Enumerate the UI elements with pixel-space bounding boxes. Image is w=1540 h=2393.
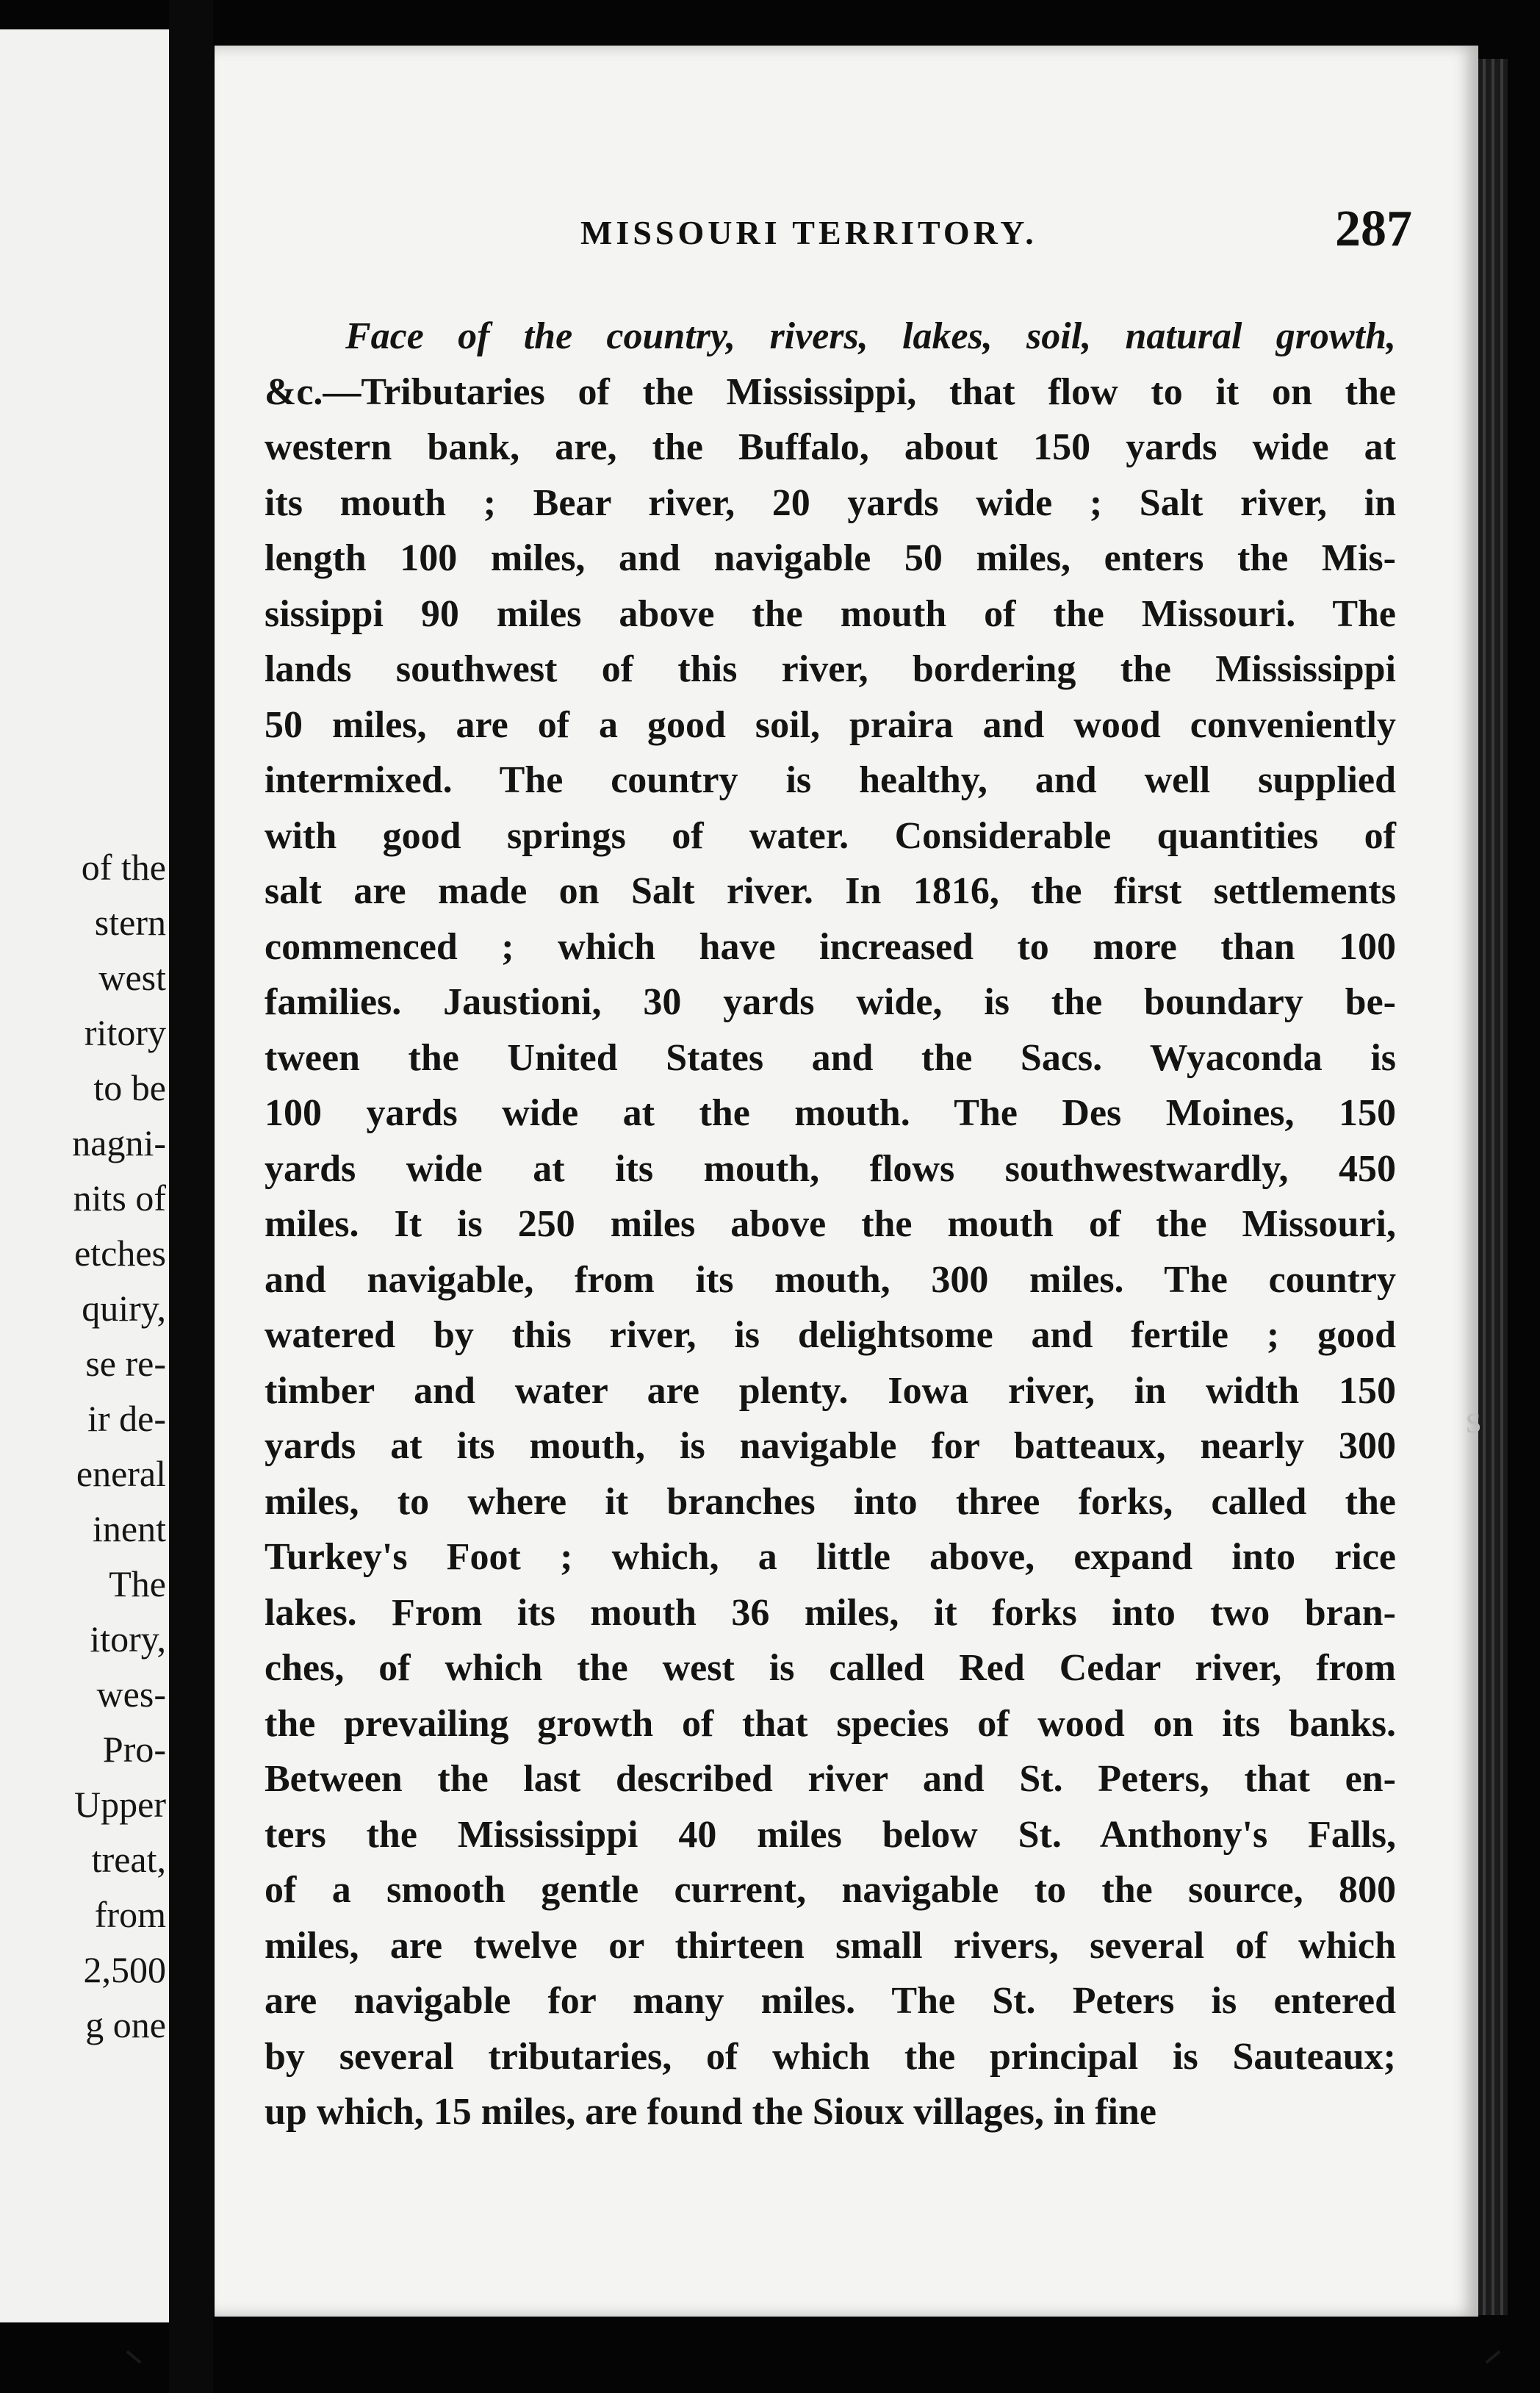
text-line: by several tributaries, of which the principal is Sauteaux; bbox=[265, 2035, 1396, 2078]
left-page-fragment: Upper bbox=[74, 1784, 166, 1825]
text-line: up which, 15 miles, are found the Sioux villages, in fine bbox=[265, 2091, 1156, 2133]
text-line: of a smooth gentle current, navigable to the source, 800 bbox=[265, 1869, 1396, 1911]
text-line: miles, to where it branches into three forks, called the bbox=[265, 1480, 1396, 1523]
left-page-fragment: g one bbox=[85, 2004, 166, 2045]
page-edge-stripe bbox=[1483, 59, 1486, 2315]
text-line: with good springs of water. Considerable quantities of bbox=[265, 814, 1396, 857]
book-gutter bbox=[169, 0, 213, 2393]
text-line: watered by this river, is delightsome and fertile ; good bbox=[265, 1314, 1396, 1356]
text-line: &c.—Tributaries of the Mississippi, that flow to it on the bbox=[265, 370, 1396, 413]
left-page-fragment: quiry, bbox=[82, 1288, 166, 1329]
text-line: intermixed. The country is healthy, and well supplied bbox=[265, 759, 1396, 801]
text-line: families. Jaustioni, 30 yards wide, is the boundary be- bbox=[265, 981, 1396, 1023]
page-stack-edge bbox=[1478, 59, 1508, 2315]
text-line: are navigable for many miles. The St. Peters is entered bbox=[265, 1980, 1396, 2022]
left-page-fragment: nits of bbox=[73, 1177, 166, 1219]
text-line: miles. It is 250 miles above the mouth of the Missouri, bbox=[265, 1203, 1396, 1245]
left-page-fragment: of the bbox=[81, 847, 166, 888]
text-line: Between the last described river and St. Peters, that en- bbox=[265, 1758, 1396, 1800]
left-page-edge bbox=[0, 29, 169, 2322]
text-line: sissippi 90 miles above the mouth of the Missouri. The bbox=[265, 592, 1396, 635]
text-line: miles, are twelve or thirteen small rivers, several of which bbox=[265, 1924, 1396, 1967]
text-line: commenced ; which have increased to more than 100 bbox=[265, 925, 1396, 968]
text-line: ters the Mississippi 40 miles below St. Anthony's Falls, bbox=[265, 1813, 1396, 1856]
left-page-fragment: se re- bbox=[85, 1343, 166, 1384]
left-page-fragment: nagni- bbox=[72, 1122, 166, 1163]
page-edge-stripe bbox=[1492, 59, 1494, 2315]
text-line: length 100 miles, and navigable 50 miles, enters the Mis- bbox=[265, 537, 1396, 579]
text-line: lakes. From its mouth 36 miles, it forks into two bran- bbox=[265, 1591, 1396, 1634]
text-line: salt are made on Salt river. In 1816, the first settlements bbox=[265, 870, 1396, 912]
left-page-fragment: ir de- bbox=[87, 1398, 166, 1439]
text-line: 100 yards wide at the mouth. The Des Moines, 150 bbox=[265, 1092, 1396, 1134]
text-line: timber and water are plenty. Iowa river, in width 150 bbox=[265, 1369, 1396, 1412]
text-line: ches, of which the west is called Red Cedar river, from bbox=[265, 1647, 1396, 1689]
running-head bbox=[215, 200, 1478, 273]
left-page-fragment: treat, bbox=[91, 1839, 166, 1880]
crop-mark bbox=[126, 2350, 142, 2364]
left-page-fragment: from bbox=[94, 1894, 166, 1935]
page-edge-stripe bbox=[1500, 59, 1503, 2315]
left-page-fragment: west bbox=[98, 957, 166, 998]
left-page-fragment: etches bbox=[74, 1233, 166, 1274]
text-line: yards at its mouth, is navigable for batteaux, nearly 300 bbox=[265, 1425, 1396, 1467]
left-page-fragment: stern bbox=[94, 902, 166, 943]
text-line: western bank, are, the Buffalo, about 150 yards wide at bbox=[265, 426, 1396, 468]
left-page-fragment: The bbox=[109, 1563, 166, 1604]
running-head-title: MISSOURI TERRITORY. bbox=[580, 214, 1037, 251]
text-line: Face of the country, rivers, lakes, soil, natural growth, bbox=[345, 315, 1396, 357]
crop-mark bbox=[1486, 2350, 1501, 2364]
text-line: Turkey's Foot ; which, a little above, expand into rice bbox=[265, 1536, 1396, 1578]
left-page-fragment: wes- bbox=[96, 1673, 166, 1715]
left-page-fragment: to be bbox=[93, 1067, 166, 1108]
text-line: lands southwest of this river, bordering the Mississippi bbox=[265, 648, 1396, 690]
margin-mark: s bbox=[1466, 1397, 1482, 1441]
right-page bbox=[215, 46, 1478, 2317]
left-page-fragment: ritory bbox=[84, 1012, 166, 1053]
body-text bbox=[265, 309, 1396, 2140]
text-line: tween the United States and the Sacs. Wyaconda is bbox=[265, 1036, 1396, 1079]
left-page-fragment: Pro- bbox=[102, 1729, 166, 1770]
text-line: yards wide at its mouth, flows southwestwardly, 450 bbox=[265, 1147, 1396, 1190]
left-page-fragment: itory, bbox=[90, 1618, 166, 1660]
page-number: 287 bbox=[1335, 201, 1412, 257]
left-page-fragment: eneral bbox=[76, 1453, 166, 1494]
left-page-fragment: inent bbox=[93, 1508, 166, 1549]
text-line: 50 miles, are of a good soil, praira and wood conveniently bbox=[265, 703, 1396, 746]
text-line: and navigable, from its mouth, 300 miles. The country bbox=[265, 1258, 1396, 1301]
text-line: the prevailing growth of that species of wood on its banks. bbox=[265, 1702, 1396, 1745]
text-line: its mouth ; Bear river, 20 yards wide ; Salt river, in bbox=[265, 481, 1396, 524]
left-page-fragment: 2,500 bbox=[83, 1949, 166, 1990]
